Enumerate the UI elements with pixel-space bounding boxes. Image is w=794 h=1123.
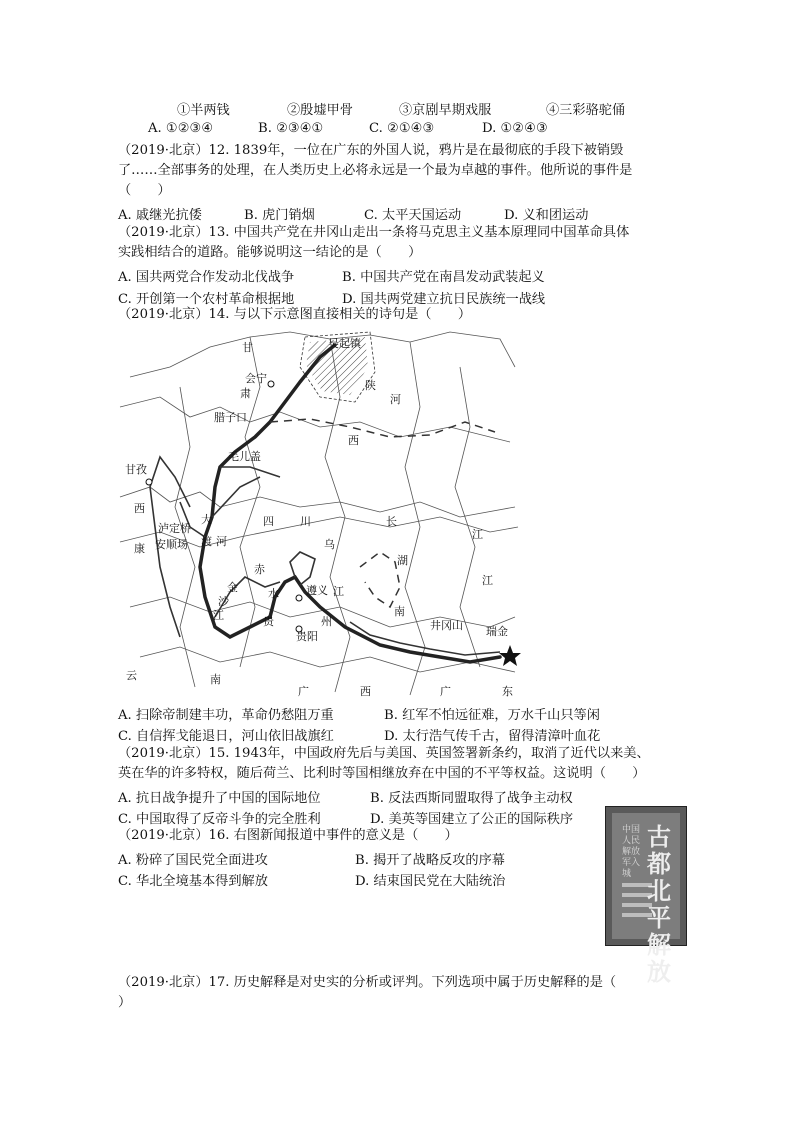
map-label-gan: 甘 — [242, 341, 253, 354]
map-label-su: 肃 — [240, 387, 251, 400]
q12-option-c: C. 太平天国运动 — [364, 208, 462, 223]
q13-option-b: B. 中国共产党在南昌发动武装起义 — [342, 270, 545, 285]
map-label-ganzi: 甘孜 — [125, 463, 147, 476]
map-label-nan: 南 — [394, 605, 405, 618]
q12-option-b: B. 虎门销烟 — [244, 208, 315, 223]
q16-option-b: B. 揭开了战略反攻的序幕 — [355, 853, 505, 868]
q14-option-d: D. 太行浩气传千古，留得清漳叶血花 — [384, 729, 601, 744]
q11-item-1: ①半两钱 — [177, 103, 230, 118]
q15-option-a: A. 抗日战争提升了中国的国际地位 — [118, 791, 321, 806]
q12-option-d: D. 义和团运动 — [504, 208, 589, 223]
map-label-xi: 西 — [348, 434, 359, 447]
long-march-map — [120, 327, 520, 699]
map-label-shan: 陕 — [365, 379, 376, 392]
q16-option-d: D. 结束国民党在大陆统治 — [355, 874, 506, 889]
map-label-jin: 金 — [227, 581, 238, 594]
q11-option-a: A. ①②③④ — [148, 121, 214, 136]
q14-option-b: B. 红军不怕远征难，万水千山只等闲 — [384, 708, 600, 723]
q11-item-2: ②殷墟甲骨 — [287, 103, 353, 118]
q11-option-d: D. ①②④③ — [482, 121, 548, 136]
q15-option-d: D. 美英等国建立了公正的国际秩序 — [370, 812, 574, 827]
map-label-sha: 沙 — [218, 595, 229, 608]
q11-option-b: B. ②③④① — [258, 121, 324, 136]
q14-stem: （2019·北京）14. 与以下示意图直接相关的诗句是（ ） — [118, 307, 472, 322]
map-label-wu: 乌 — [324, 538, 335, 551]
map-label-da: 大 — [201, 513, 212, 526]
q17-stem-line1: （2019·北京）17. 历史解释是对史实的分析或评判。下列选项中属于历史解释的是（ — [118, 975, 617, 990]
photo-headline: 古都北平解放 — [647, 822, 671, 986]
q12-stem-line3: （ ） — [118, 183, 171, 198]
map-label-he: 河 — [390, 393, 401, 406]
q15-option-c: C. 中国取得了反帝斗争的完全胜利 — [118, 812, 321, 827]
map-label-dong: 东 — [502, 685, 513, 698]
map-label-anshun: 安顺场 — [155, 538, 188, 551]
map-label-gui: 贵 — [263, 615, 274, 628]
map-label-xi3: 西 — [360, 685, 371, 698]
q15-stem-line2: 英在华的许多特权，随后荷兰、比利时等国相继放弃在中国的不平等权益。这说明（ ） — [118, 766, 646, 781]
map-label-ruijin: 瑞金 — [486, 625, 508, 638]
q17-stem-line2: ） — [118, 995, 132, 1010]
q16-option-a: A. 粉碎了国民党全面进攻 — [118, 853, 268, 868]
map-label-chi: 赤 — [254, 563, 265, 576]
q12-option-a: A. 戚继光抗倭 — [118, 208, 202, 223]
q13-option-c: C. 开创第一个农村革命根据地 — [118, 292, 295, 307]
map-label-kang: 康 — [134, 542, 145, 555]
newspaper-photo — [605, 806, 687, 986]
map-label-guang: 广 — [298, 685, 309, 698]
map-label-si: 四 — [263, 515, 274, 528]
map-label-jiang: 江 — [472, 528, 483, 541]
q13-stem-line2: 实践相结合的道路。能够说明这一结论的是（ ） — [118, 245, 422, 260]
map-label-nan2: 南 — [210, 673, 221, 686]
map-label-jiang2: 江 — [482, 574, 493, 587]
map-label-wuqizhen: 吴起镇 — [328, 337, 361, 350]
q16-stem: （2019·北京）16. 右图新闻报道中事件的意义是（ ） — [118, 828, 458, 843]
map-label-guang2: 广 — [440, 685, 451, 698]
q13-stem-line1: （2019·北京）13. 中国共产党在井冈山走出一条将马克思主义基本原理同中国革命具体 — [118, 225, 630, 240]
dashed-routes — [270, 419, 495, 607]
map-label-zunyi: 遵义 — [306, 584, 328, 597]
map-label-huining: 会宁 — [245, 372, 267, 385]
map-label-jiang4: 江 — [213, 609, 224, 622]
q13-option-d: D. 国共两党建立抗日民族统一战线 — [342, 292, 546, 307]
map-label-chang: 长 — [386, 515, 397, 528]
q15-stem-line1: （2019·北京）15. 1943年，中国政府先后与美国、英国签署新条约，取消了近代以来美、 — [118, 746, 650, 761]
q14-option-a: A. 扫除帝制建丰功，革命仍愁阻万重 — [118, 708, 334, 723]
q11-option-c: C. ②①④③ — [369, 121, 435, 136]
map-label-jiang3: 江 — [333, 585, 344, 598]
map-label-xi2: 西 — [134, 502, 145, 515]
map-label-maoergai: 毛儿盖 — [228, 450, 261, 463]
q13-option-a: A. 国共两党合作发动北伐战争 — [118, 270, 295, 285]
q11-item-3: ③京剧早期戏服 — [399, 103, 492, 118]
map-label-chuan: 川 — [300, 515, 311, 528]
q12-stem-line2: 了……全部事务的处理，在人类历史上必将永远是一个最为卓越的事件。他所说的事件是 — [118, 163, 633, 178]
map-label-luding: 泸定桥 — [158, 522, 191, 535]
map-label-yun: 云 — [126, 669, 137, 682]
map-label-he2: 河 — [216, 535, 227, 548]
ruijin-star-icon — [499, 645, 521, 666]
q16-option-c: C. 华北全境基本得到解放 — [118, 874, 268, 889]
map-label-zhou: 州 — [321, 615, 332, 628]
map-label-du: 渡 — [201, 535, 212, 548]
map-label-shui: 水 — [268, 587, 279, 600]
q12-stem-line1: （2019·北京）12. 1839年，一位在广东的外国人说，鸦片是在最彻底的手段下被销毁 — [118, 143, 624, 158]
map-label-hu: 湖 — [397, 554, 408, 567]
map-label-guiyang: 贵阳 — [296, 630, 318, 643]
q11-item-4: ④三彩骆驼俑 — [546, 103, 626, 118]
province-borders — [120, 332, 518, 695]
q15-option-b: B. 反法西斯同盟取得了战争主动权 — [370, 791, 573, 806]
photo-subtext: 中国人民解放军入城 — [622, 825, 641, 879]
map-label-jinggang: 井冈山 — [430, 619, 463, 632]
q14-option-c: C. 自信挥戈能退日，河山依旧战旗红 — [118, 729, 334, 744]
map-label-lazikou: 腊子口 — [214, 411, 247, 424]
